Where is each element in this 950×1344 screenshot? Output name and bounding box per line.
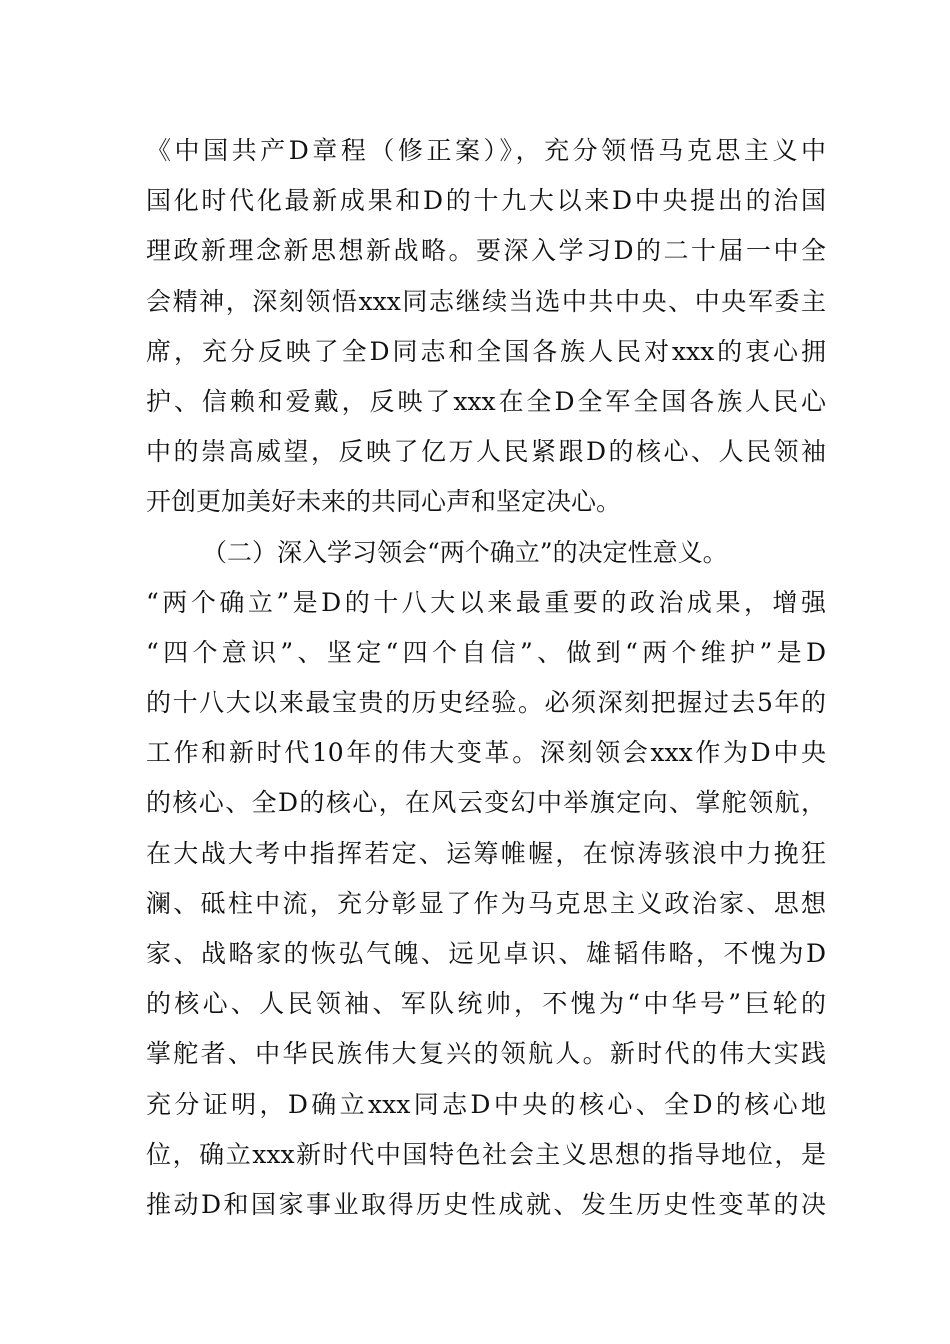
section-heading-line: （二）深入学习领会“两个确立”的决定性意义。	[202, 537, 728, 567]
text-line: 家、战略家的恢弘气魄、远见卓识、雄韬伟略，不愧为D	[146, 939, 826, 968]
text-line: 工作和新时代10年的伟大变革。深刻领会xxx作为D中央	[146, 738, 826, 768]
text-line: 在大战大考中指挥若定、运筹帷幄，在惊涛骇浪中力挽狂	[146, 838, 826, 868]
text-line: 的十八大以来最宝贵的历史经验。必须深刻把握过去5年的	[146, 688, 826, 718]
text-line: 理政新理念新思想新战略。要深入学习D的二十届一中全	[146, 236, 826, 266]
text-line: 位，确立xxx新时代中国特色社会主义思想的指导地位，是	[146, 1139, 826, 1169]
text-line: 的核心、全D的核心，在风云变幻中举旗定向、掌舵领航，	[146, 788, 826, 818]
text-line: 席，充分反映了全D同志和全国各族人民对xxx的衷心拥	[146, 336, 826, 366]
text-line: 推动D和国家事业取得历史性成就、发生历史性变革的决	[146, 1189, 826, 1219]
text-line: 澜、砥柱中流，充分彰显了作为马克思主义政治家、思想	[146, 888, 826, 918]
text-line: 护、信赖和爱戴，反映了xxx在全D全军全国各族人民心	[146, 386, 826, 416]
text-line: “四个意识”、坚定“四个自信”、做到“两个维护”是D	[146, 637, 826, 667]
text-line: 中的崇高威望，反映了亿万人民紧跟D的核心、人民领袖	[146, 437, 826, 467]
text-line: 国化时代化最新成果和D的十九大以来D中央提出的治国	[146, 186, 826, 216]
text-line: 充分证明，D确立xxx同志D中央的核心、全D的核心地	[146, 1089, 826, 1119]
text-line: 掌舵者、中华民族伟大复兴的领航人。新时代的伟大实践	[146, 1039, 826, 1069]
text-line: 《中国共产D章程（修正案）》，充分领悟马克思主义中	[146, 136, 826, 165]
text-line: 会精神，深刻领悟xxx同志继续当选中共中央、中央军委主	[146, 286, 826, 316]
text-line: “两个确立”是D的十八大以来最重要的政治成果，增强	[146, 587, 826, 617]
text-line: 的核心、人民领袖、军队统帅，不愧为“中华号”巨轮的	[146, 989, 826, 1019]
body-text	[146, 126, 826, 1230]
text-line: 开创更加美好未来的共同心声和坚定决心。	[146, 487, 622, 517]
